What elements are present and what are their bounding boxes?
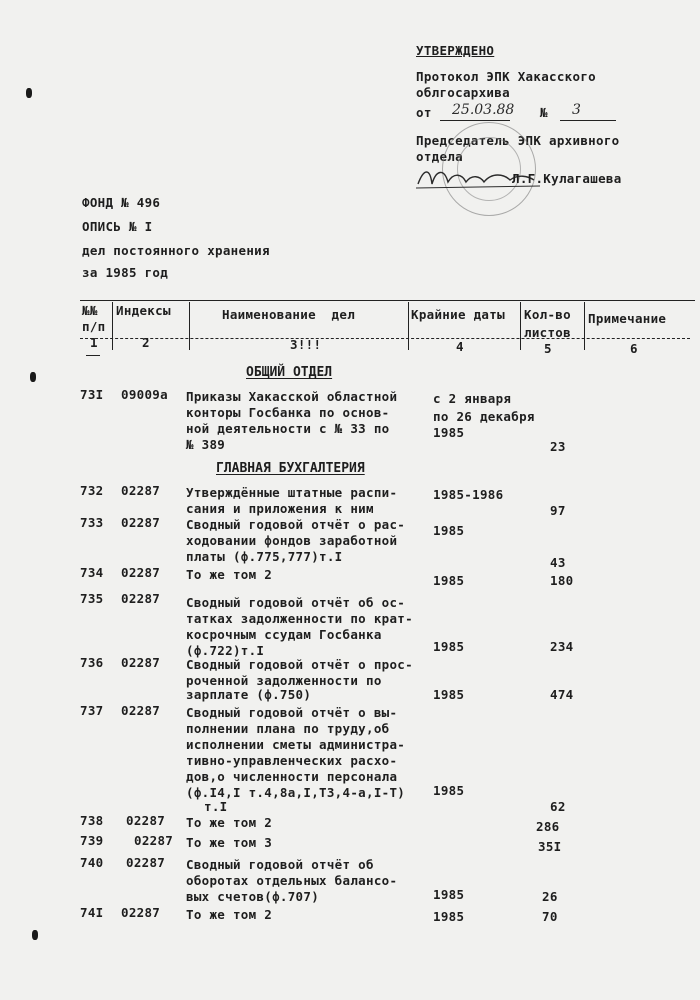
- record-index: 02287: [121, 591, 161, 606]
- col-divider-4: [520, 302, 521, 350]
- record-name-line: Сводный годовой отчёт о вы-: [186, 705, 398, 720]
- date-underline: [440, 120, 510, 121]
- record-sheets: 23: [550, 439, 566, 454]
- record-number: 739: [80, 833, 104, 848]
- record-date-line: 1985: [433, 887, 465, 902]
- record-name-line: тивно-управленческих расхо-: [186, 753, 398, 768]
- record-name-line: полнении плана по труду,об: [186, 721, 390, 736]
- approval-number-label: №: [540, 105, 548, 120]
- record-number: 74I: [80, 905, 104, 920]
- record-number: 740: [80, 855, 104, 870]
- colnum-5: 5: [544, 341, 552, 356]
- colnum-2: 2: [142, 335, 150, 350]
- record-index: 02287: [134, 833, 174, 848]
- section-title-general: ОБЩИЙ ОТДЕЛ: [246, 365, 333, 380]
- record-date-line: 1985: [433, 687, 465, 702]
- approval-title: УТВЕРЖДЕНО: [416, 43, 495, 58]
- record-sheets: 474: [550, 687, 574, 702]
- colnum-4: 4: [456, 339, 464, 354]
- binder-hole-middle: [30, 372, 36, 382]
- record-index: 02287: [126, 813, 166, 828]
- record-name-line: ходовании фондов заработной: [186, 533, 398, 548]
- approval-protocol-line2: облгосархива: [416, 85, 510, 100]
- number-underline: [560, 120, 616, 121]
- record-number: 735: [80, 591, 104, 606]
- record-name-line: Приказы Хакасской областной: [186, 389, 398, 404]
- record-name-line: ной деятельности с № 33 по: [186, 421, 390, 436]
- record-name-line: платы (ф.775,777)т.I: [186, 549, 343, 564]
- record-name-line: дов,о численности персонала: [186, 769, 398, 784]
- record-date-line: 1985-1986: [433, 487, 504, 502]
- record-name-line: № 389: [186, 437, 226, 452]
- record-sheets: 43: [550, 555, 566, 570]
- record-name-line: зарплате (ф.750): [186, 687, 312, 702]
- record-name-line: (ф.I4,I т.4,8а,I,Т3,4-а,I-Т): [186, 785, 406, 800]
- col-divider-3: [408, 302, 409, 350]
- record-number: 734: [80, 565, 104, 580]
- record-name-line: То же том 3: [186, 835, 273, 850]
- col-divider-5: [584, 302, 585, 350]
- section-title-accounting: ГЛАВНАЯ БУХГАЛТЕРИЯ: [216, 461, 365, 476]
- record-sheets: 26: [542, 889, 558, 904]
- record-name-line: Сводный годовой отчёт об: [186, 857, 374, 872]
- record-index: 02287: [121, 515, 161, 530]
- record-name-line: То же том 2: [186, 815, 273, 830]
- approval-protocol-line1: Протокол ЭПК Хакасского: [416, 69, 596, 84]
- colnum-underscore: [86, 355, 100, 356]
- record-name-line: оборотах отдельных балансо-: [186, 873, 398, 888]
- record-sheets: 97: [550, 503, 566, 518]
- approval-date-handwritten: 25.03.88: [452, 102, 515, 118]
- fund-number: ФОНД № 496: [82, 195, 161, 210]
- header-dates: Крайние даты: [411, 307, 505, 322]
- header-sheets-line2: листов: [524, 325, 571, 340]
- record-index: 02287: [121, 703, 161, 718]
- colnum-1: 1: [90, 335, 98, 350]
- record-index: 09009а: [121, 387, 168, 402]
- record-sheets: 35I: [538, 839, 562, 854]
- record-name-line: косрочным ссудам Госбанка: [186, 627, 382, 642]
- record-index: 02287: [121, 483, 161, 498]
- header-note: Примечание: [588, 311, 667, 326]
- record-name-line: То же том 2: [186, 567, 273, 582]
- header-num-line2: п/п: [82, 319, 106, 334]
- colnum-3: 3!!!: [290, 337, 322, 352]
- record-index: 02287: [121, 565, 161, 580]
- record-date-line: с 2 января: [433, 391, 512, 406]
- record-date-line: 1985: [433, 425, 465, 440]
- colnum-6: 6: [630, 341, 638, 356]
- record-number: 733: [80, 515, 104, 530]
- record-name-line: Сводный годовой отчёт об ос-: [186, 595, 406, 610]
- record-date-line: 1985: [433, 909, 465, 924]
- header-index: Индексы: [116, 303, 171, 318]
- record-index: 02287: [121, 655, 161, 670]
- record-name-line: исполнении сметы администра-: [186, 737, 406, 752]
- record-name-line: конторы Госбанка по основ-: [186, 405, 390, 420]
- record-name-line: Утверждённые штатные распи-: [186, 485, 398, 500]
- col-divider-2: [189, 302, 190, 350]
- record-name-line: вых счетов(ф.707): [186, 889, 320, 904]
- record-index: 02287: [126, 855, 166, 870]
- record-name-line: (ф.722)т.I: [186, 643, 265, 658]
- col-divider-1: [112, 302, 113, 350]
- approval-chair-line1: Председатель ЭПК архивного: [416, 133, 620, 148]
- header-mid-rule: [80, 338, 690, 339]
- record-sheets: 234: [550, 639, 574, 654]
- binder-hole-bottom: [32, 930, 38, 940]
- fund-description: дел постоянного хранения: [82, 243, 270, 258]
- record-date-line: 1985: [433, 523, 465, 538]
- record-name-line: татках задолженности по крат-: [186, 611, 413, 626]
- approval-number-handwritten: 3: [572, 102, 581, 118]
- binder-hole-top: [26, 88, 32, 98]
- inventory-number: ОПИСЬ № I: [82, 219, 153, 234]
- record-number: 737: [80, 703, 104, 718]
- header-sheets-line1: Кол-во: [524, 307, 571, 322]
- record-date-line: 1985: [433, 783, 465, 798]
- record-number: 736: [80, 655, 104, 670]
- record-sheets: 180: [550, 573, 574, 588]
- record-name-line: роченной задолженности по: [186, 673, 382, 688]
- record-name-line: Сводный годовой отчёт о рас-: [186, 517, 406, 532]
- record-date-line: по 26 декабря: [433, 409, 535, 424]
- table-top-rule: [80, 300, 695, 301]
- approval-chair-line2: отдела: [416, 149, 463, 164]
- record-index: 02287: [121, 905, 161, 920]
- record-number: 73I: [80, 387, 104, 402]
- record-sheets: 70: [542, 909, 558, 924]
- record-name-line: сания и приложения к ним: [186, 501, 374, 516]
- record-name-line: т.I: [204, 799, 228, 814]
- header-name: Наименование дел: [222, 307, 356, 322]
- record-number: 738: [80, 813, 104, 828]
- record-sheets: 62: [550, 799, 566, 814]
- fund-year: за 1985 год: [82, 265, 169, 280]
- record-date-line: 1985: [433, 639, 465, 654]
- header-num-line1: №№: [82, 303, 98, 318]
- record-date-line: 1985: [433, 573, 465, 588]
- record-sheets: 286: [536, 819, 560, 834]
- record-number: 732: [80, 483, 104, 498]
- approval-signature-name: Л.Г.Кулагашева: [512, 171, 622, 186]
- record-name-line: То же том 2: [186, 907, 273, 922]
- approval-from-label: от: [416, 105, 432, 120]
- record-name-line: Сводный годовой отчёт о прос-: [186, 657, 413, 672]
